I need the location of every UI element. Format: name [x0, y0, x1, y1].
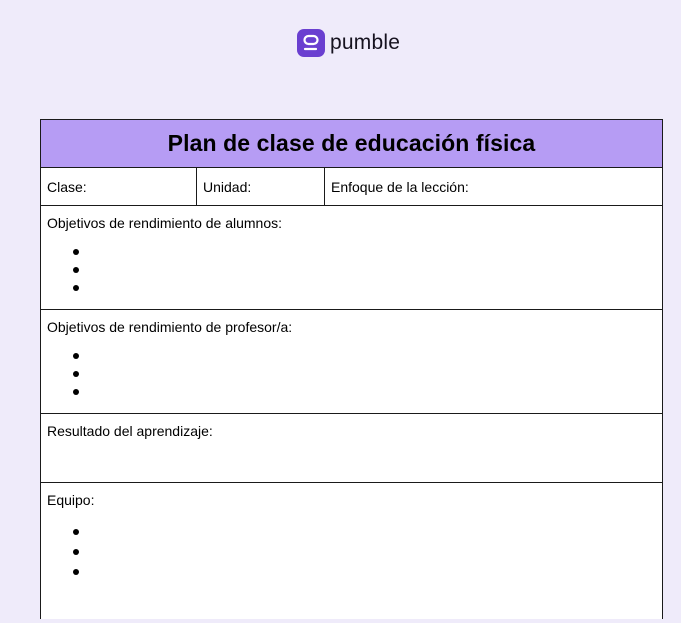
clase-cell[interactable]: Clase:: [41, 168, 197, 205]
teacher-objectives-list: [47, 347, 656, 401]
list-item[interactable]: [47, 523, 656, 543]
student-objectives-label: Objetivos de rendimiento de alumnos:: [47, 215, 283, 231]
list-item[interactable]: [47, 563, 656, 583]
pumble-logo-icon: [297, 29, 325, 57]
learning-outcome-label: Resultado del aprendizaje:: [47, 423, 213, 439]
pumble-logo: [297, 29, 400, 57]
title-row: [41, 120, 662, 168]
learning-outcome-section[interactable]: [41, 414, 662, 483]
teacher-objectives-label: Objetivos de rendimiento de profesor/a:: [47, 319, 293, 335]
student-objectives-section[interactable]: [41, 206, 662, 310]
teacher-objectives-section[interactable]: [41, 310, 662, 414]
student-objectives-list: [47, 243, 656, 297]
info-row: [41, 168, 662, 206]
list-item[interactable]: [47, 243, 656, 261]
equipment-section[interactable]: [41, 483, 662, 623]
document-title: Plan de clase de educación física: [167, 130, 536, 156]
brand-name: pumble: [330, 31, 401, 54]
list-item[interactable]: [47, 347, 656, 365]
list-item[interactable]: [47, 279, 656, 297]
equipment-label: Equipo:: [47, 492, 95, 508]
list-item[interactable]: [47, 365, 656, 383]
list-item[interactable]: [47, 383, 656, 401]
list-item[interactable]: [47, 543, 656, 563]
unidad-cell[interactable]: Unidad:: [197, 168, 325, 205]
equipment-list: [47, 523, 656, 583]
enfoque-cell[interactable]: Enfoque de la lección:: [331, 178, 469, 195]
list-item[interactable]: [47, 261, 656, 279]
lesson-plan-table: [40, 119, 663, 619]
